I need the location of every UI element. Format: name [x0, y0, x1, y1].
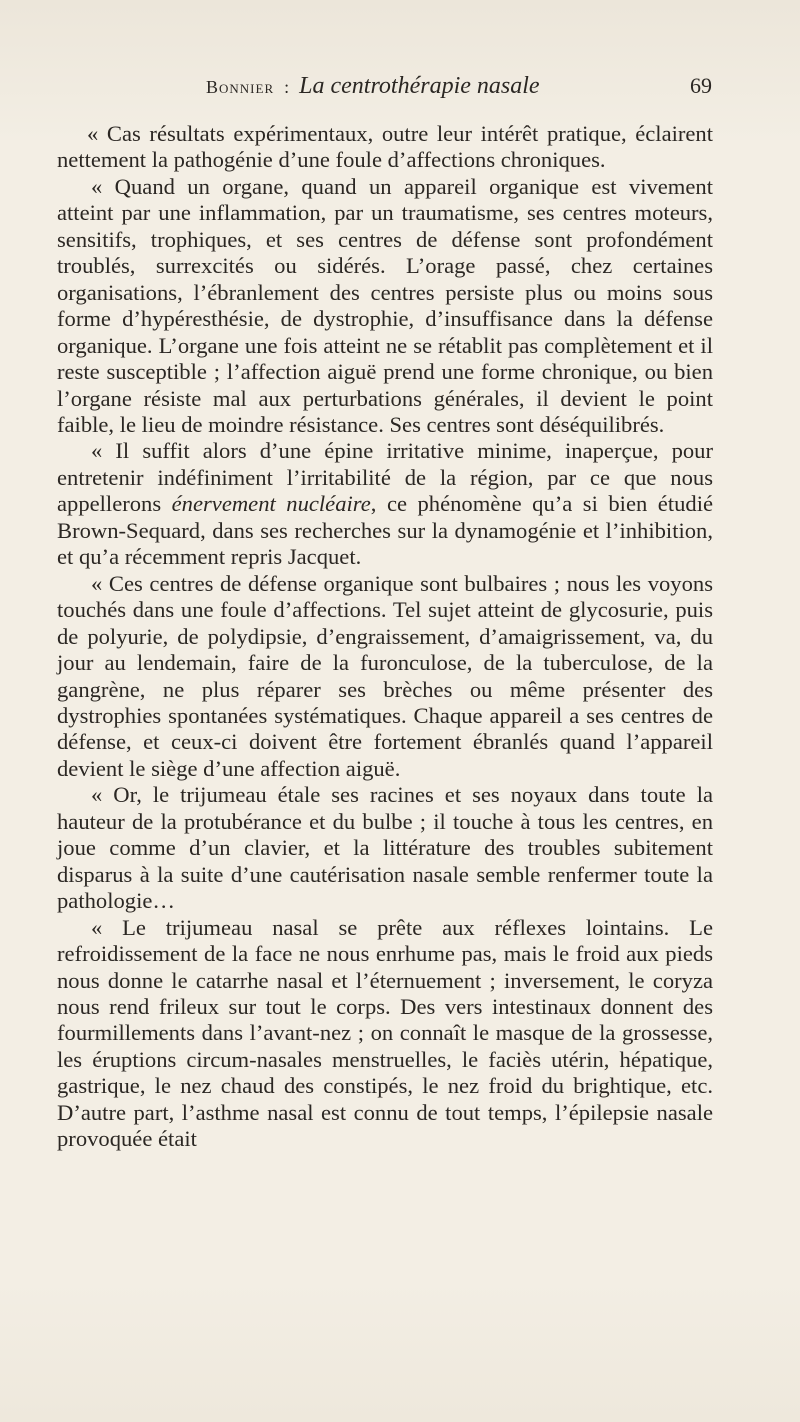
paragraph: « Quand un organe, quand un appareil organique est vivement atteint par une inflammation, par un traumatisme, ses centres moteurs, sensitifs, trophiques, et ses centres de défense sont profondément troublés, surrexcités ou sidérés. L’orage passé, chez certaines organisations, l’ébranlement des centres persiste plus ou moins sous forme d’hypéresthésie, de dystrophie, d’insuffisance dans la défense organique. L’organe une fois atteint ne se rétablit pas complètement et il reste susceptible ; l’affection aiguë prend une forme chronique, ou bien l’organe résiste mal aux perturbations générales, il devient le point faible, le lieu de moindre résistance. Ses centres sont déséquilibrés.: [57, 173, 713, 437]
paragraph: « Ces centres de défense organique sont bulbaires ; nous les voyons touchés dans une foule d’affections. Tel sujet atteint de glycosurie, puis de polyurie, de polydipsie, d’engraissement, d’amaigrissement, va, du jour au lendemain, faire de la furonculose, de la tuberculose, de la gangrène, ne plus réparer ses brèches ou même présenter des dystrophies spontanées systématiques. Chaque appareil a ses centres de défense, et ceux-ci doivent être fortement ébranlés quand l’appareil devient le siège d’une affection aiguë.: [57, 570, 713, 781]
body-text: [57, 121, 713, 1153]
header-separator: :: [284, 77, 290, 97]
paragraph: [57, 438, 713, 570]
paragraph-text: « Il suffit alors d’une épine irritative minime, inaperçue, pour entretenir indéfiniment l’irritabilité de la région, par ce que nous appellerons: [57, 438, 713, 517]
paragraph: « Or, le trijumeau étale ses racines et ses noyaux dans toute la hauteur de la protubérance et du bulbe ; il touche à tous les centres, en joue comme d’un clavier, et la littérature des troubles subitement disparus à la suite d’une cautérisation nasale semble renfermer toute la pathologie…: [57, 782, 713, 914]
paragraph: « Cas résultats expérimentaux, outre leur intérêt pratique, éclairent nettement la pathogénie d’une foule d’affections chroniques.: [57, 121, 713, 173]
emphasized-term: énervement nucléaire: [171, 491, 371, 517]
header-author: Bonnier: [206, 77, 275, 97]
paragraph-text: , ce phénomène qu’a si bien étudié Brown-Sequard, dans ses recherches sur la dynamogénie et l’inhibition, et qu’a récemment repris Jacquet.: [57, 491, 713, 570]
header-title: La centrothérapie nasale: [299, 73, 540, 99]
running-header: [206, 73, 712, 107]
paragraph: « Le trijumeau nasal se prête aux réflexes lointains. Le refroidissement de la face ne nous enrhume pas, mais le froid aux pieds nous donne le catarrhe nasal et l’éternuement ; inversement, le coryza nous rend frileux sur tout le corps. Des vers intestinaux donnent des fourmillements dans l’avant-nez ; on connaît le masque de la grossesse, les éruptions circum-nasales menstruelles, le faciès utérin, hépatique, gastrique, le nez chaud des constipés, le nez froid du brightique, etc. D’autre part, l’asthme nasal est connu de tout temps, l’épilepsie nasale provoquée était: [57, 914, 713, 1152]
header-left: [206, 73, 540, 100]
page-number: 69: [690, 73, 712, 98]
